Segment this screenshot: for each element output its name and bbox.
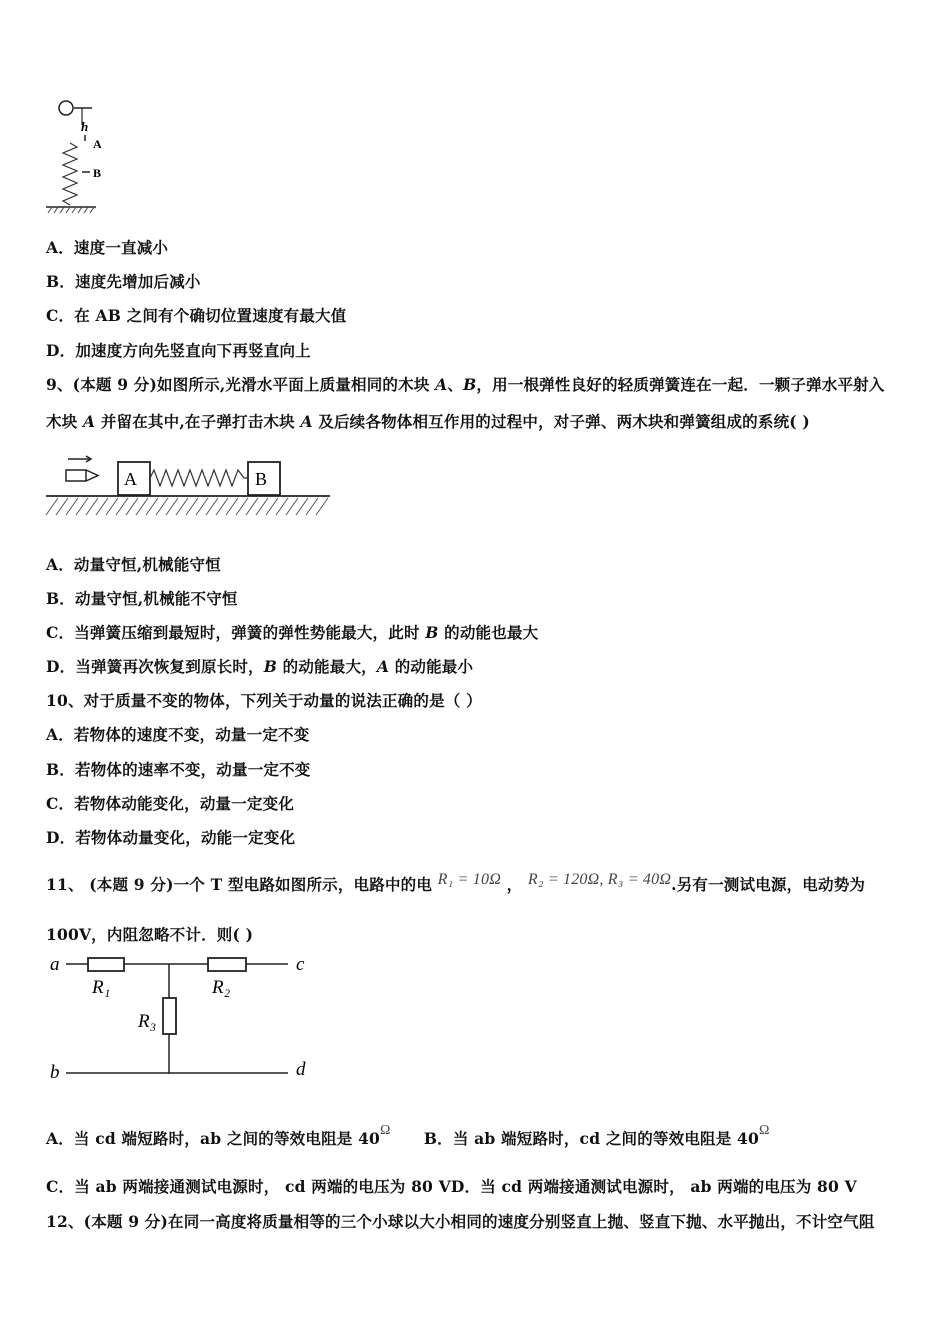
formula-r1: R₁ = 10Ω (437, 871, 501, 888)
t-circuit-figure (44, 950, 324, 1085)
height-label: h (81, 119, 89, 134)
ball-spring-figure (40, 95, 120, 220)
q11-options-ab: A．当 cd 端短路时，ab 之间的等效电阻是 40Ω B．当 ab 端短路时，cd 之间的等效电阻是 40Ω (46, 1123, 770, 1148)
q10-option-c: C．若物体动能变化，动量一定变化 (46, 794, 295, 813)
q8-option-d: D．加速度方向先竖直向下再竖直向上 (46, 341, 311, 360)
terminal-b-label: b (50, 1062, 60, 1083)
q9-option-d: D．当弹簧再次恢复到原长时，B 的动能最大，A 的动能最小 (46, 657, 474, 676)
q9-stem-line2: 木块 A 并留在其中,在子弹打击木块 A 及后续各物体相互作用的过程中，对子弹、两木块和弹簧组成的系统( ) (46, 412, 810, 431)
q8-option-b: B．速度先增加后减小 (46, 272, 201, 291)
q10-option-d: D．若物体动量变化，动能一定变化 (46, 828, 296, 847)
q11-option-c: C．当 ab 两端接通测试电源时， cd 两端的电压为 80 V (46, 1177, 451, 1196)
q11-stem-line2: 100V，内阻忽略不计．则( ) (46, 925, 254, 944)
q10-option-b: B．若物体的速率不变，动量一定不变 (46, 760, 311, 779)
terminal-c-label: c (296, 954, 305, 975)
blocks-spring-figure (44, 452, 334, 522)
q8-option-c: C．在 AB 之间有个确切位置速度有最大值 (46, 306, 347, 325)
q8-option-a: A．速度一直减小 (46, 238, 169, 257)
q11-option-d: D．当 cd 两端接通测试电源时， ab 两端的电压为 80 V (450, 1177, 857, 1196)
q10-option-a: A．若物体的速度不变，动量一定不变 (46, 725, 310, 744)
q9-option-a: A．动量守恒,机械能守恒 (46, 555, 221, 574)
q11-option-b: B．当 ab 端短路时，cd 之间的等效电阻是 40 (423, 1129, 759, 1148)
q11-stem-line1: 11、 (本题 9 分)一个 T 型电路如图所示，电路中的电 R₁ = 10Ω ， R₂ = 120Ω, R₃ = 40Ω.另有一测试电源，电动势为 (46, 871, 866, 894)
q12-stem: 12、(本题 9 分)在同一高度将质量相等的三个小球以大小相同的速度分别竖直上抛、竖直下抛、水平抛出，不计空气阻 (46, 1212, 875, 1231)
point-b-label: B (93, 166, 102, 180)
point-a-label: A (93, 137, 102, 151)
q9-option-b: B．动量守恒,机械能不守恒 (46, 589, 238, 608)
r1-label: R₁ (92, 977, 111, 998)
terminal-d-label: d (296, 1059, 306, 1080)
formula-r2-r3: R₂ = 120Ω, R₃ = 40Ω (527, 871, 672, 888)
q9-option-c: C．当弹簧压缩到最短时，弹簧的弹性势能最大，此时 B 的动能也最大 (46, 623, 539, 642)
q11-options-cd (46, 1175, 857, 1197)
block-b-label: B (255, 469, 268, 489)
q11-option-a: A．当 cd 端短路时，ab 之间的等效电阻是 40 (46, 1129, 381, 1148)
q10-stem: 10、对于质量不变的物体，下列关于动量的说法正确的是（ ） (46, 691, 482, 710)
terminal-a-label: a (50, 954, 60, 975)
block-a-label: A (124, 469, 137, 489)
r2-label: R₂ (212, 977, 231, 998)
q9-stem-line1: 9、(本题 9 分)如图所示,光滑水平面上质量相同的木块 A、B，用一根弹性良好的轻质弹簧连在一起．一颗子弹水平射入 (46, 375, 885, 394)
r3-label: R₃ (138, 1011, 157, 1032)
